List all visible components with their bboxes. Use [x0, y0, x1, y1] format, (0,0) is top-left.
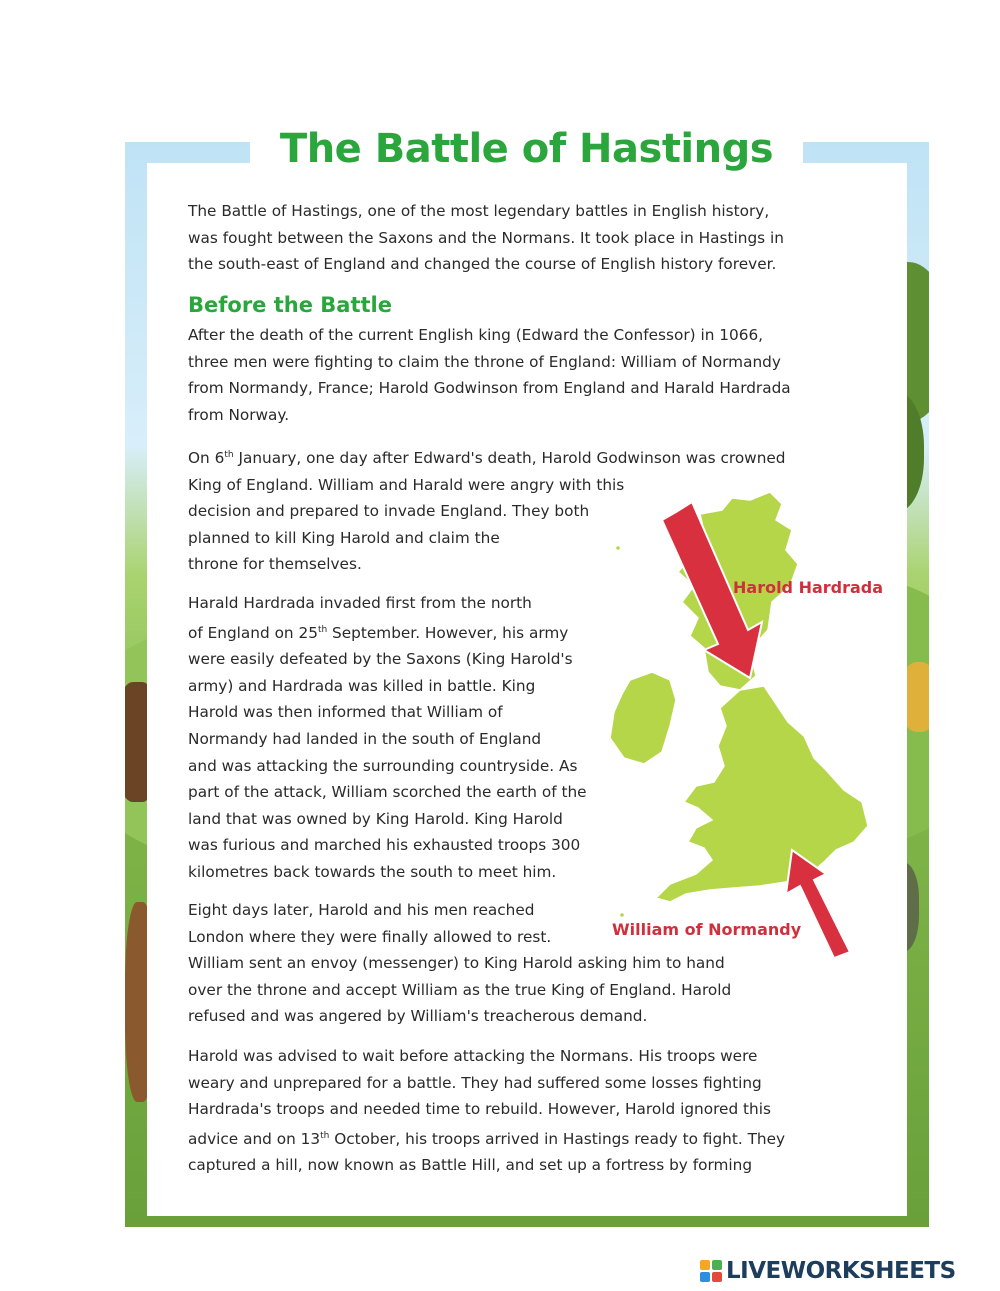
liveworksheets-logo — [700, 1256, 956, 1286]
paragraph-line: over the throne and accept William as the true King of England. Harold — [188, 980, 732, 999]
paragraph-line: captured a hill, now known as Battle Hill, and set up a fortress by forming — [188, 1156, 753, 1175]
paragraph-line: and was attacking the surrounding countryside. As — [188, 756, 578, 775]
text-fragment: October, his troops arrived in Hastings ready to fight. They — [329, 1129, 786, 1148]
text-fragment: On 6 — [188, 449, 225, 468]
paragraph-line: Harald Hardrada invaded first from the north — [188, 594, 532, 612]
paragraph-line: three men were fighting to claim the throne of England: William of Normandy — [188, 352, 781, 371]
paragraph-line: was furious and marched his exhausted troops 300 — [188, 836, 581, 855]
logo-mark-icon — [700, 1260, 722, 1282]
paragraph-line: After the death of the current English king (Edward the Confessor) in 1066, — [188, 326, 764, 344]
paragraph-line: from Normandy, France; Harold Godwinson from England and Harald Hardrada — [188, 379, 791, 398]
section-heading: Before the Battle — [188, 293, 392, 317]
paragraph-line: land that was owned by King Harold. King Harold — [188, 809, 563, 828]
paragraph-line: kilometres back towards the south to meet him. — [188, 863, 557, 882]
paragraph-line: throne for themselves. — [188, 555, 362, 574]
paragraph-line: part of the attack, William scorched the earth of the — [188, 783, 587, 802]
paragraph-line: Harold was advised to wait before attacking the Normans. His troops were — [188, 1047, 758, 1065]
paragraph-invasion — [188, 590, 668, 886]
text-fragment: of England on 25 — [188, 623, 318, 642]
text-fragment: advice and on 13 — [188, 1129, 321, 1148]
paragraph-line: King of England. William and Harald were angry with this — [188, 475, 625, 494]
paragraph-preparation — [188, 1043, 863, 1179]
superscript: th — [224, 450, 234, 460]
text-fragment: January, one day after Edward's death, Harold Godwinson was crowned — [233, 449, 786, 468]
paragraph-line: from Norway. — [188, 405, 290, 424]
intro-line: was fought between the Saxons and the Normans. It took place in Hastings in — [188, 228, 784, 247]
paragraph-line: Normandy had landed in the south of England — [188, 730, 542, 749]
text-fragment: September. However, his army — [327, 623, 569, 642]
paragraph-claimants — [188, 322, 863, 428]
intro-line: The Battle of Hastings, one of the most legendary battles in English history, — [188, 202, 770, 220]
map-england-wales — [656, 686, 868, 902]
intro-paragraph — [188, 198, 863, 278]
map-label-hardrada: Harold Hardrada — [733, 578, 884, 597]
paragraph-line: Hardrada's troops and needed time to rebuild. However, Harold ignored this — [188, 1100, 771, 1119]
paragraph-line: weary and unprepared for a battle. They had suffered some losses fighting — [188, 1073, 762, 1092]
paragraph-line: Eight days later, Harold and his men reached — [188, 901, 535, 919]
paragraph-line: London where they were finally allowed to rest. — [188, 927, 552, 946]
paragraph-line: refused and was angered by William's treacherous demand. — [188, 1007, 648, 1026]
paragraph-line: Harold was then informed that William of — [188, 703, 503, 722]
superscript: th — [317, 624, 328, 635]
paragraph-line — [188, 617, 668, 647]
paragraph-line: William sent an envoy (messenger) to King Harold asking him to hand — [188, 954, 725, 973]
paragraph-line: were easily defeated by the Saxons (King Harold's — [188, 650, 573, 669]
paragraph-line: planned to kill King Harold and claim the — [188, 528, 500, 547]
logo-text: LIVEWORKSHEETS — [726, 1258, 956, 1284]
britain-map — [600, 490, 900, 960]
paragraph-line — [188, 1123, 863, 1153]
superscript: th — [320, 1130, 330, 1141]
map-island — [616, 546, 621, 551]
map-island — [620, 913, 625, 918]
intro-line: the south-east of England and changed the course of English history forever. — [188, 255, 777, 274]
paragraph-line — [188, 442, 863, 472]
map-label-william: William of Normandy — [612, 920, 802, 939]
paragraph-line: decision and prepared to invade England. They both — [188, 502, 590, 521]
map-ireland — [610, 672, 676, 764]
page-title: The Battle of Hastings — [279, 126, 774, 172]
paragraph-line: army) and Hardrada was killed in battle. King — [188, 676, 536, 695]
